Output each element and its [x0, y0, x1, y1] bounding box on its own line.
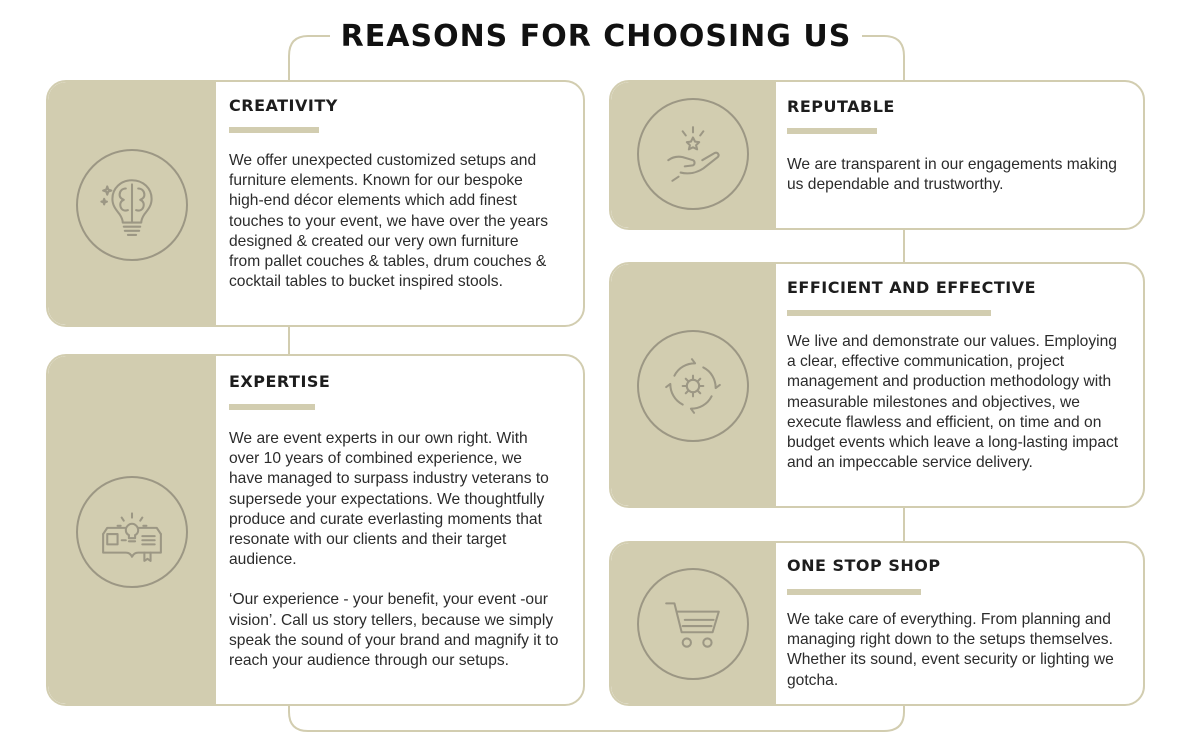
card-reputable: [609, 80, 1145, 230]
card-expertise: [46, 354, 585, 706]
title-underline: [787, 589, 921, 595]
card-body: [229, 151, 549, 292]
card-body: [787, 610, 1117, 691]
gear-cycle-icon: [637, 330, 749, 442]
card-paragraph: We live and demonstrate our values. Employing a clear, effective communication, project management and production methodology with measurable milestones and objectives, we execute flawless and efficient, on time and on budget events which leave a long-lasting impact and an impeccable service delivery.: [787, 333, 1119, 472]
card-title: EFFICIENT AND EFFECTIVE: [787, 278, 1037, 297]
card-title: EXPERTISE: [229, 372, 331, 391]
card-creativity: [46, 80, 585, 327]
card-paragraph: ‘Our experience - your benefit, your event -our vision’. Call us story tellers, because we simply speak the sound of your brand and magnify it to reach your audience through our setups.: [229, 591, 559, 670]
shopping-cart-icon: [637, 568, 749, 680]
card-efficient: [609, 262, 1145, 508]
lightbulb-brain-icon: [76, 149, 188, 261]
card-paragraph: We offer unexpected customized setups and furniture elements. Known for our bespoke high-end décor elements which add finest touches to your event, we have over the years designed & created our very own furniture from pallet couches & tables, drum couches & cocktail tables to bucket inspired stools.: [229, 152, 548, 291]
hand-star-icon: [637, 98, 749, 210]
card-title: REPUTABLE: [787, 97, 895, 116]
card-paragraph: We take care of everything. From planning and managing right down to the setups themselves. Whether its sound, event security or lighting we gotcha.: [787, 611, 1114, 689]
title-underline: [229, 127, 319, 133]
card-body: [787, 332, 1127, 473]
card-title: ONE STOP SHOP: [787, 556, 941, 575]
card-paragraph: We are event experts in our own right. With over 10 years of combined experience, we have managed to surpass industry veterans to supersede your expectations. We thoughtfully produce and curate everlasting moments that resonate with our clients and their target audience.: [229, 430, 549, 569]
title-underline: [787, 128, 877, 134]
card-body: [787, 155, 1117, 195]
book-lightbulb-icon: [76, 476, 188, 588]
title-underline: [229, 404, 315, 410]
title-underline: [787, 310, 991, 316]
card-title: CREATIVITY: [229, 96, 338, 115]
card-one-stop-shop: [609, 541, 1145, 706]
card-body: [229, 429, 559, 671]
card-paragraph: We are transparent in our engagements making us dependable and trustworthy.: [787, 156, 1117, 194]
page-title: REASONS FOR CHOOSING US: [330, 16, 862, 58]
